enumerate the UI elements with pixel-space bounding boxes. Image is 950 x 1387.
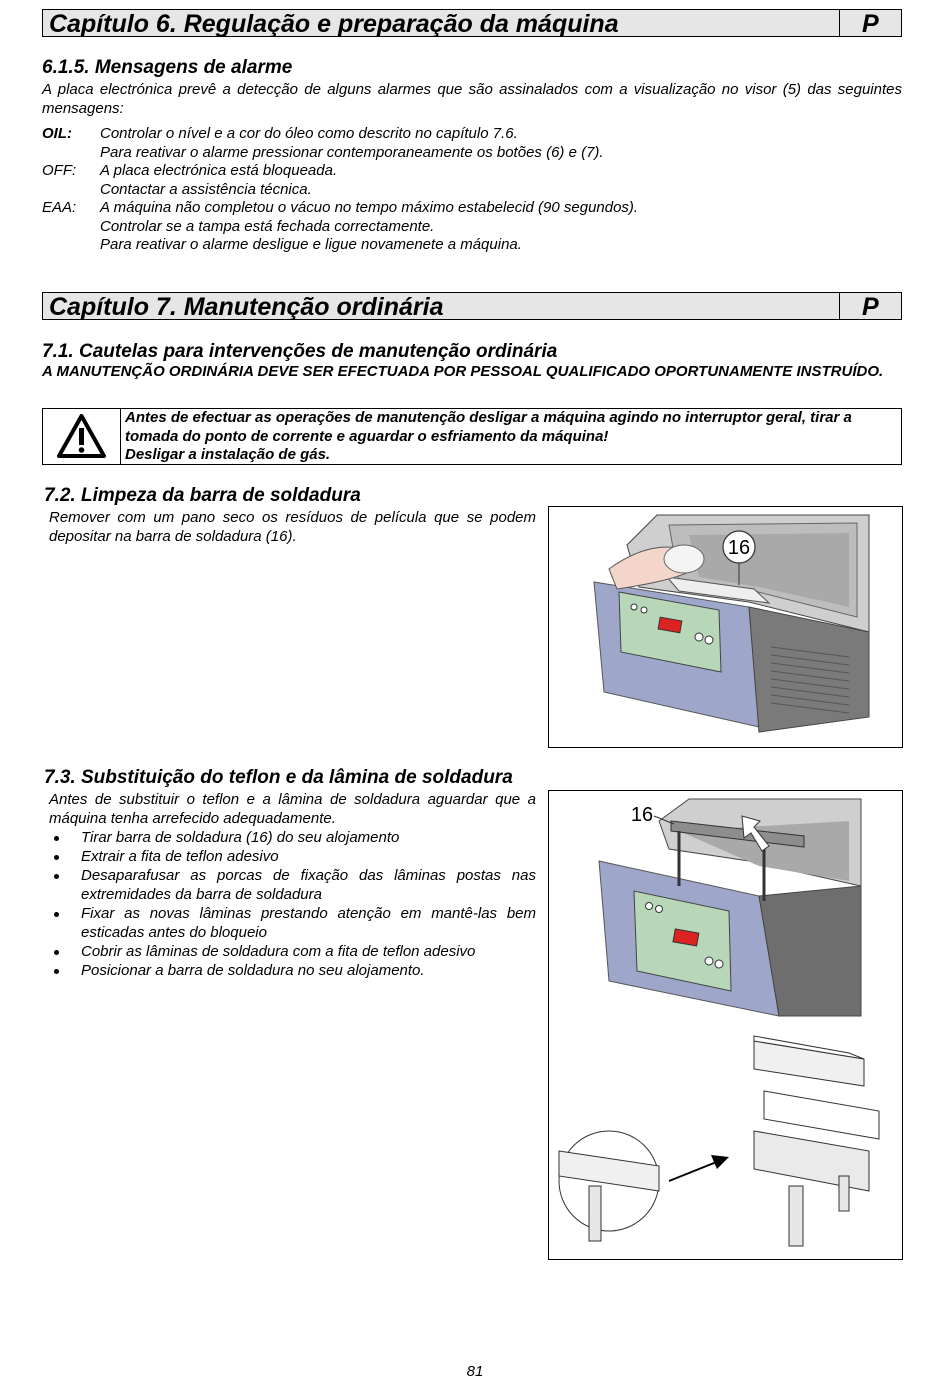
section-615-heading: 6.1.5. Mensagens de alarme: [42, 57, 293, 78]
list-item: Cobrir as lâminas de soldadura com a fita de teflon adesivo: [49, 942, 536, 961]
section-72-text: Remover com um pano seco os resíduos de película que se podem depositar na barra de soldadura (16).: [49, 509, 536, 545]
alarm-eaa-line-3: Para reativar o alarme desligue e ligue novamenete a máquina.: [100, 236, 522, 253]
warning-box: [42, 408, 902, 465]
machine-illustration-2: [549, 791, 903, 1260]
list-item: Extrair a fita de teflon adesivo: [49, 847, 536, 866]
alarm-oil-line-2: Para reativar o alarme pressionar contemporaneamente os botões (6) e (7).: [100, 143, 604, 161]
warning-text: [125, 409, 895, 465]
list-item: Fixar as novas lâminas prestando atenção em mantê-las bem esticadas antes do bloqueio: [49, 904, 536, 942]
figure-replace-teflon: [548, 790, 903, 1260]
section-72-heading: 7.2. Limpeza da barra de soldadura: [44, 485, 361, 506]
alarm-off-line-2: Contactar a assistência técnica.: [100, 180, 312, 198]
warning-line-2: Desligar a instalação de gás.: [125, 446, 331, 463]
alarm-off-line-1: A placa electrónica está bloqueada.: [100, 162, 338, 179]
alarm-oil-line-1: Controlar o nível e a cor do óleo como descrito no capítulo 7.6.: [100, 125, 518, 142]
section-71-heading: 7.1. Cautelas para intervenções de manutenção ordinária: [42, 341, 558, 362]
alarm-eaa-line-2: Controlar se a tampa está fechada correctamente.: [100, 217, 435, 235]
alarm-eaa-key: EAA:: [42, 199, 77, 216]
chapter-6-lang: P: [839, 10, 901, 36]
alarm-oil-key: OIL:: [42, 125, 72, 142]
section-73-heading: 7.3. Substituição do teflon e da lâmina de soldadura: [44, 767, 513, 788]
chapter-7-header: [42, 292, 902, 320]
warning-icon: [43, 409, 121, 464]
section-73-intro: Antes de substituir o teflon e a lâmina de soldadura aguardar que a máquina tenha arrefecido adequadamente.: [49, 791, 536, 827]
section-73-steps: [49, 828, 536, 980]
machine-illustration-1: [549, 507, 903, 748]
chapter-7-lang: P: [839, 293, 901, 319]
warning-line-1: Antes de efectuar as operações de manutenção desligar a máquina agindo no interruptor geral, tirar a tomada do ponto de corrente e aguardar o esfriamento da máquina!: [125, 409, 852, 445]
alarm-off-key: OFF:: [42, 162, 77, 179]
chapter-6-title: Capítulo 6. Regulação e preparação da máquina: [49, 10, 619, 38]
list-item: Desaparafusar as porcas de fixação das lâminas postas nas extremidades da barra de soldadura: [49, 866, 536, 904]
figure-cleaning-seal-bar: [548, 506, 903, 748]
section-615-intro: A placa electrónica prevê a detecção de alguns alarmes que são assinalados com a visualização no visor (5) das seguintes mensagens:: [42, 81, 902, 117]
chapter-6-header: [42, 9, 902, 37]
chapter-7-title: Capítulo 7. Manutenção ordinária: [49, 293, 444, 321]
list-item: Tirar barra de soldadura (16) do seu alojamento: [49, 828, 536, 847]
figure-2-label: 16: [630, 804, 654, 826]
page-number: 81: [466, 1363, 484, 1380]
alarm-eaa-line-1: A máquina não completou o vácuo no tempo máximo estabelecid (90 segundos).: [100, 199, 639, 216]
figure-1-label: 16: [727, 537, 751, 559]
section-71-caps-notice: A MANUTENÇÃO ORDINÁRIA DEVE SER EFECTUADA POR PESSOAL QUALIFICADO OPORTUNAMENTE INSTRUÍDO.: [42, 363, 884, 380]
list-item: Posicionar a barra de soldadura no seu alojamento.: [49, 961, 536, 980]
